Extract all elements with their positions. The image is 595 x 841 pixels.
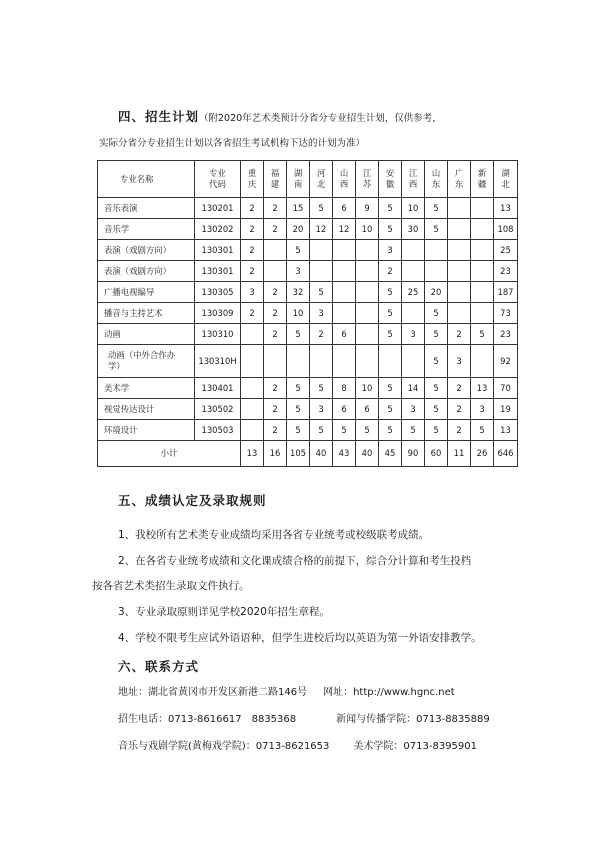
- quota-cell: 6: [333, 324, 356, 345]
- major-code-cell: 130305: [195, 282, 241, 303]
- rule-paragraph-1: 1、我校所有艺术类专业成绩均采用各省专业统考或校级联考成绩。: [118, 529, 430, 541]
- quota-cell: 6: [356, 399, 379, 420]
- total-cell: 26: [471, 441, 494, 467]
- total-row: [98, 441, 518, 467]
- quota-cell: [241, 378, 264, 399]
- quota-cell: 108: [494, 219, 518, 240]
- quota-cell: 3: [448, 345, 471, 378]
- column-header: 江 西: [402, 161, 425, 198]
- quota-cell: 5: [333, 420, 356, 441]
- table-row: [98, 378, 518, 399]
- quota-cell: 5: [287, 378, 310, 399]
- quota-cell: [471, 345, 494, 378]
- quota-cell: [471, 261, 494, 282]
- quota-cell: 2: [264, 399, 287, 420]
- quota-cell: [425, 261, 448, 282]
- quota-cell: 10: [356, 219, 379, 240]
- quota-cell: 12: [333, 219, 356, 240]
- quota-cell: 5: [379, 219, 402, 240]
- column-header: 福 建: [264, 161, 287, 198]
- quota-cell: 5: [287, 420, 310, 441]
- quota-cell: 12: [310, 219, 333, 240]
- quota-cell: 2: [448, 324, 471, 345]
- section4-note-line1: （附2020年艺术类预计分省分专业招生计划，仅供参考，: [199, 113, 442, 124]
- quota-cell: [356, 324, 379, 345]
- quota-cell: 2: [264, 219, 287, 240]
- section4-note-line2: 实际分省分专业招生计划以各省招生考试机构下达的计划为准）: [99, 138, 366, 149]
- quota-cell: [310, 261, 333, 282]
- quota-cell: 2: [241, 261, 264, 282]
- quota-cell: 3: [241, 282, 264, 303]
- major-code-cell: 130309: [195, 303, 241, 324]
- quota-cell: 2: [264, 420, 287, 441]
- major-code-cell: 130301: [195, 240, 241, 261]
- table-row: [98, 399, 518, 420]
- section6-title: 六、联系方式: [118, 659, 200, 674]
- quota-cell: 5: [425, 219, 448, 240]
- quota-cell: 5: [425, 399, 448, 420]
- column-header: 重 庆: [241, 161, 264, 198]
- major-code-cell: 130503: [195, 420, 241, 441]
- quota-cell: 5: [425, 345, 448, 378]
- quota-cell: [448, 303, 471, 324]
- address-text: 地址：湖北省黄冈市开发区新港二路146号: [118, 687, 308, 698]
- quota-cell: 2: [264, 282, 287, 303]
- quota-cell: [402, 240, 425, 261]
- quota-cell: 70: [494, 378, 518, 399]
- rule-paragraph-4: 4、学校不限考生应试外语语种，但学生进校后均以英语为第一外语安排教学。: [118, 632, 482, 644]
- quota-cell: [356, 303, 379, 324]
- column-header: 专业 代码: [195, 161, 241, 198]
- total-label: 小计: [98, 441, 241, 467]
- total-cell: 40: [356, 441, 379, 467]
- quota-cell: 25: [402, 282, 425, 303]
- section4-heading: [118, 107, 442, 125]
- quota-cell: [333, 345, 356, 378]
- quota-cell: [333, 282, 356, 303]
- quota-cell: 5: [425, 378, 448, 399]
- major-name-cell: 动画: [98, 324, 195, 345]
- column-header: 新 疆: [471, 161, 494, 198]
- rule-paragraph-3: 3、专业录取原则详见学校2020年招生章程。: [118, 606, 330, 618]
- quota-cell: 5: [379, 378, 402, 399]
- quota-cell: 2: [448, 399, 471, 420]
- quota-cell: [241, 324, 264, 345]
- quota-cell: [287, 345, 310, 378]
- quota-cell: 32: [287, 282, 310, 303]
- quota-cell: 2: [264, 198, 287, 219]
- admission-phone-text: 招生电话：0713-8616617 8835368: [118, 714, 297, 725]
- column-header: 湖 南: [287, 161, 310, 198]
- quota-cell: 5: [425, 303, 448, 324]
- quota-cell: 5: [379, 303, 402, 324]
- quota-cell: 5: [425, 324, 448, 345]
- major-name-cell: 表演（戏剧方向）: [98, 261, 195, 282]
- quota-cell: [471, 219, 494, 240]
- quota-cell: [471, 198, 494, 219]
- major-code-cell: 130202: [195, 219, 241, 240]
- quota-cell: [448, 198, 471, 219]
- quota-cell: 8: [333, 378, 356, 399]
- quota-cell: 5: [287, 240, 310, 261]
- quota-cell: 5: [379, 282, 402, 303]
- quota-cell: [241, 420, 264, 441]
- section4-title: 四、招生计划: [118, 109, 200, 124]
- music-school-phone-text: 音乐与戏剧学院(黄梅戏学院)：0713-8621653: [118, 741, 330, 752]
- major-name-cell: 美术学: [98, 378, 195, 399]
- quota-cell: 3: [402, 324, 425, 345]
- quota-cell: 23: [494, 261, 518, 282]
- column-header: 江 苏: [356, 161, 379, 198]
- quota-cell: [448, 219, 471, 240]
- quota-cell: 2: [264, 324, 287, 345]
- quota-cell: 30: [402, 219, 425, 240]
- table-row: [98, 219, 518, 240]
- quota-cell: 5: [287, 324, 310, 345]
- column-header: 山 西: [333, 161, 356, 198]
- quota-cell: [471, 240, 494, 261]
- column-header: 专业名称: [98, 161, 195, 198]
- major-code-cell: 130301: [195, 261, 241, 282]
- quota-cell: [448, 240, 471, 261]
- total-cell: 60: [425, 441, 448, 467]
- total-cell: 43: [333, 441, 356, 467]
- quota-cell: 2: [448, 420, 471, 441]
- quota-cell: [448, 282, 471, 303]
- quota-cell: [264, 345, 287, 378]
- quota-cell: 5: [425, 420, 448, 441]
- contact-line-3: [118, 737, 477, 752]
- quota-cell: 5: [379, 420, 402, 441]
- column-header: 山 东: [425, 161, 448, 198]
- quota-cell: [333, 261, 356, 282]
- quota-cell: 13: [494, 198, 518, 219]
- rule-paragraph-2-line2: 按各省艺术类招生录取文件执行。: [92, 580, 250, 592]
- quota-cell: 3: [287, 261, 310, 282]
- quota-cell: 25: [494, 240, 518, 261]
- section5-title: 五、成绩认定及录取规则: [118, 493, 267, 508]
- quota-cell: 5: [379, 324, 402, 345]
- quota-cell: 6: [333, 399, 356, 420]
- quota-cell: [402, 261, 425, 282]
- quota-cell: 6: [333, 198, 356, 219]
- quota-cell: 23: [494, 324, 518, 345]
- quota-cell: [333, 240, 356, 261]
- table-row: [98, 261, 518, 282]
- quota-cell: 10: [402, 198, 425, 219]
- quota-cell: [402, 303, 425, 324]
- quota-cell: 5: [356, 420, 379, 441]
- news-school-phone-text: 新闻与传播学院：0713-8835889: [336, 714, 490, 725]
- table-header-row: [98, 161, 518, 198]
- total-cell: 90: [402, 441, 425, 467]
- quota-cell: [264, 261, 287, 282]
- quota-cell: 2: [241, 240, 264, 261]
- table-row: [98, 240, 518, 261]
- quota-cell: [264, 240, 287, 261]
- quota-cell: [310, 240, 333, 261]
- quota-cell: [356, 282, 379, 303]
- quota-cell: 5: [402, 420, 425, 441]
- quota-cell: 3: [402, 399, 425, 420]
- major-name-cell: 音乐表演: [98, 198, 195, 219]
- quota-cell: 5: [310, 378, 333, 399]
- quota-cell: 19: [494, 399, 518, 420]
- quota-cell: 14: [402, 378, 425, 399]
- quota-cell: 20: [425, 282, 448, 303]
- major-name-cell: 动画（中外合作办学）: [98, 345, 195, 378]
- contact-line-2: [118, 710, 490, 725]
- quota-cell: 5: [471, 324, 494, 345]
- quota-cell: 5: [310, 198, 333, 219]
- major-code-cell: 130401: [195, 378, 241, 399]
- quota-cell: 2: [241, 303, 264, 324]
- column-header: 广 东: [448, 161, 471, 198]
- quota-cell: 5: [287, 399, 310, 420]
- quota-cell: 2: [241, 219, 264, 240]
- quota-cell: [241, 399, 264, 420]
- quota-cell: 5: [310, 420, 333, 441]
- quota-cell: 2: [264, 303, 287, 324]
- major-name-cell: 音乐学: [98, 219, 195, 240]
- quota-cell: [471, 282, 494, 303]
- major-name-cell: 广播电视编导: [98, 282, 195, 303]
- quota-cell: [448, 261, 471, 282]
- total-cell: 13: [241, 441, 264, 467]
- quota-cell: 2: [448, 378, 471, 399]
- major-name-cell: 环境设计: [98, 420, 195, 441]
- column-header: 湖 北: [494, 161, 518, 198]
- quota-cell: [356, 261, 379, 282]
- table-row: [98, 420, 518, 441]
- quota-cell: [379, 345, 402, 378]
- quota-cell: 5: [379, 198, 402, 219]
- column-header: 河 北: [310, 161, 333, 198]
- quota-cell: 5: [471, 420, 494, 441]
- quota-cell: 10: [356, 378, 379, 399]
- quota-cell: [241, 345, 264, 378]
- major-name-cell: 播音与主持艺术: [98, 303, 195, 324]
- quota-cell: 2: [310, 324, 333, 345]
- quota-cell: 13: [471, 378, 494, 399]
- quota-cell: 2: [241, 198, 264, 219]
- total-cell: 45: [379, 441, 402, 467]
- total-cell: 11: [448, 441, 471, 467]
- total-cell: 40: [310, 441, 333, 467]
- table-row: [98, 198, 518, 219]
- major-code-cell: 130310: [195, 324, 241, 345]
- quota-cell: 3: [471, 399, 494, 420]
- quota-cell: 5: [310, 282, 333, 303]
- quota-cell: 3: [310, 399, 333, 420]
- website-link[interactable]: 网址：http://www.hgnc.net: [323, 687, 455, 698]
- quota-cell: 9: [356, 198, 379, 219]
- major-code-cell: 130502: [195, 399, 241, 420]
- enrollment-plan-table: [97, 160, 518, 467]
- quota-cell: 3: [310, 303, 333, 324]
- quota-cell: [356, 345, 379, 378]
- column-header: 安 徽: [379, 161, 402, 198]
- quota-cell: 15: [287, 198, 310, 219]
- quota-cell: [310, 345, 333, 378]
- quota-cell: [425, 240, 448, 261]
- quota-cell: 3: [379, 240, 402, 261]
- table-row: [98, 282, 518, 303]
- quota-cell: [356, 240, 379, 261]
- quota-cell: 73: [494, 303, 518, 324]
- quota-cell: [402, 345, 425, 378]
- quota-cell: 92: [494, 345, 518, 378]
- quota-cell: 10: [287, 303, 310, 324]
- quota-cell: [333, 303, 356, 324]
- quota-cell: 20: [287, 219, 310, 240]
- quota-cell: 5: [425, 198, 448, 219]
- quota-cell: [471, 303, 494, 324]
- quota-cell: 2: [379, 261, 402, 282]
- total-cell: 105: [287, 441, 310, 467]
- total-cell: 646: [494, 441, 518, 467]
- table-row: [98, 303, 518, 324]
- table-row: [98, 345, 518, 378]
- total-cell: 16: [264, 441, 287, 467]
- contact-line-1: [118, 683, 455, 698]
- table-row: [98, 324, 518, 345]
- art-school-phone-text: 美术学院：0713-8395901: [353, 741, 477, 752]
- quota-cell: 187: [494, 282, 518, 303]
- major-name-cell: 表演（戏剧方向）: [98, 240, 195, 261]
- major-name-cell: 视觉传达设计: [98, 399, 195, 420]
- quota-cell: 5: [379, 399, 402, 420]
- major-code-cell: 130201: [195, 198, 241, 219]
- major-code-cell: 130310H: [195, 345, 241, 378]
- rule-paragraph-2-line1: 2、在各省专业统考成绩和文化课成绩合格的前提下，综合分计算和考生投档: [118, 555, 472, 567]
- quota-cell: 2: [264, 378, 287, 399]
- quota-cell: 13: [494, 420, 518, 441]
